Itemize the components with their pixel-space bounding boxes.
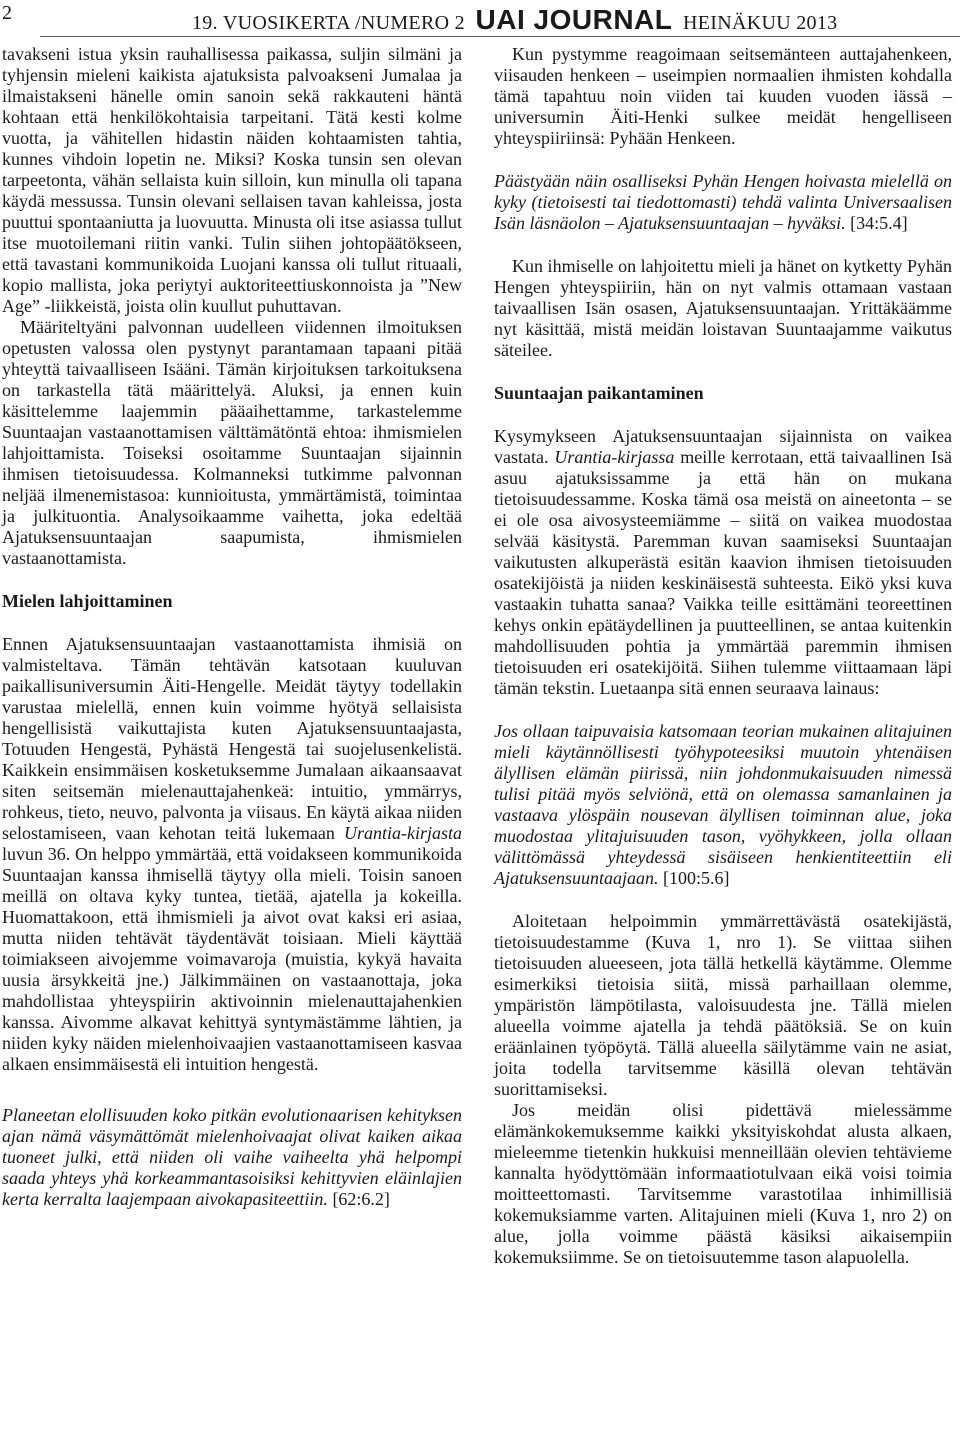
- book-title: Urantia-kirjassa: [554, 447, 675, 467]
- paragraph: [2, 634, 462, 1075]
- paragraph-text: Ennen Ajatuksensuuntaajan vastaanottamista ihmisiä on valmisteltava. Tämän tehtävän katsotaan kuuluvan paikallisuniversumin Äiti-Hengelle. Meidät täytyy todellakin varustaa mielellä, ennen kuin voimme hyötyä sellaisista hengellisistä vaikuttajista kuten Ajatuksensuuntaajasta, Totuuden Hengestä, Pyhästä Hengestä tai suojelusenkelistä. Kaikkein ensimmäisen kosketuksemme Jumalaan aikaansaavat siten seitsemän mielenauttajahenkeä: intuitio, ymmärrys, rohkeus, tieto, neuvo, palvonta ja viisaus. En käytä aikaa niiden selostamiseen, vaan kehotan teitä lukemaan: [2, 634, 462, 843]
- journal-title: UAI JOURNAL: [475, 4, 673, 35]
- paragraph: Määriteltyäni palvonnan uudelleen viidennen ilmoituksen opetusten valossa olen pystynyt parantamaan tapaani pitää yhteyttä taivaalliseen Isääni. Tämän kirjoituksen tarkoituksena on tarkastella tätä määrittelyä. Aluksi, ja ennen kuin käsittelemme laajemmin pääaihettamme, tarkastelemme Suuntaajan vastaanottamisen välttämätöntä ehtoa: ihmismielen lahjoittamista. Toiseksi osoitamme Suuntaajan sijainnin ihmisen tietoisuudessa. Kolmanneksi tutkimme palvonnan neljää ilmenemistasoa: kunnioitusta, ymmärtämistä, toimintaa ja julkituontia. Analysoikaamme vaihetta, joka edeltää Ajatuksensuuntaajan saapumista, ihmismielen vastaanottamista.: [2, 317, 462, 568]
- issue-volume: 19. VUOSIKERTA /NUMERO 2: [192, 12, 465, 34]
- quote-reference: [100:5.6]: [658, 868, 730, 888]
- paragraph-text: meille kerrotaan, että taivaallinen Isä asuu ajatuksissamme ja että hän on mukana tietoisuudessamme. Koska tämä osa meistä on aineetonta – se ei ole osa aivosysteemiämme – siitä on vaikea muodostaa selvää käsitystä. Paremman kuvan saamiseksi Suuntaajan vaikutusten alkuperästä esitän kaavion ihmisen tietoisuuden osatekijöistä ja niiden keskinäisestä suhteesta. Eikö yksi kuva vastaakin tuhatta sanaa? Vaikka teille esittämäni teoreettinen kehys onkin epätäydellinen ja puutteellinen, se antaa kuitenkin mahdollisuuden pohtia ja ymmärtää paremmin ihmisen tietoisuuden eri osatekijöitä. Siihen tulemme viittaamaan läpi tämän tekstin. Luetaanpa sitä ennen seuraava lainaus:: [494, 447, 953, 698]
- block-quote: [2, 1105, 462, 1210]
- section-heading: Mielen lahjoittaminen: [2, 591, 173, 611]
- issue-line: [192, 4, 837, 36]
- book-title: Urantia-kirjasta: [343, 823, 462, 843]
- paragraph: tavakseni istua yksin rauhallisessa paikassa, suljin silmäni ja tyhjensin mieleni kaikista ajatuksista palvoakseni Jumalaa ja ilmaistakseni hänelle omin sanoin sekä rakkauteni häntä kohtaan että henkilökohtaisia tarpeitani. Tätä kesti kolme vuotta, ja vähitellen hidastin näiden kohtaamisten tahtia, kunnes vihdoin lopetin ne. Miksi? Koska tunsin sen olevan tarpeetonta, vähän sellaista kuin silloin, kun minulla oli tapana käydä messussa. Tunsin olevani sellaisen tavan kahleissa, josta puuttui spontaaniutta ja luovuutta. Minusta oli itse asiassa tullut itse muotoilemani riitin vanki. Tulin siihen johtopäätökseen, että tavastani kommunikoida Luojani kanssa oli tullut rituaali, kopio mallista, joka periytyi auktoriteettiuskonnoista ja ”New Age” -liikkeistä, joista olin kuullut puhuttavan.: [2, 44, 462, 316]
- page-header: [0, 0, 960, 36]
- right-column: [494, 44, 952, 1268]
- section-heading: Suuntaajan paikantaminen: [494, 383, 704, 403]
- paragraph-text: Kysymykseen Ajatuksensuuntaajan sijainnista on vaikea vastata.: [494, 426, 952, 467]
- quote-reference: [62:6.2]: [327, 1189, 390, 1209]
- page-number: 2: [2, 2, 12, 24]
- paragraph: Jos meidän olisi pidettävä mielessämme elämänkokemuksemme kaikki yksityiskohdat alusta alkaen, mieleemme tietenkin hukkuisi menneillään olevien tehtävieme kannalta hyödyttömään informaatiotulvaan eikä voisi toimia moitteettomasti. Tarvitsemme varastotilaa inhimillisiä kokemuksiamme varten. Alitajuinen mieli (Kuva 1, nro 2) on alue, jolla voimme päästä käsiksi aikaisempiin kokemuksiimme. Se on tietoisuutemme tason alapuolella.: [494, 1100, 952, 1267]
- block-quote: [494, 171, 952, 234]
- issue-date: HEINÄKUU 2013: [683, 12, 838, 34]
- quote-text: Päästyään näin osalliseksi Pyhän Hengen hoivasta mielellä on kyky (tietoisesti tai tiedottomasti) tehdä valinta Universaalisen Isän läsnäolon – Ajatuksensuuntaajan – hyväksi.: [494, 171, 952, 233]
- paragraph: [494, 426, 952, 699]
- left-column: [2, 44, 462, 1210]
- paragraph: Kun pystymme reagoimaan seitsemänteen auttajahenkeen, viisauden henkeen – useimpien normaalien ihmisten kohdalla tämä tapahtuu noin viiden tai kuuden vuoden iässä – universumin Äiti-Henki sulkee meidät hengelliseen yhteyspiiriinsä: Pyhään Henkeen.: [494, 44, 952, 148]
- paragraph: Kun ihmiselle on lahjoitettu mieli ja hänet on kytketty Pyhän Hengen yhteyspiiriin, hän on nyt valmis ottamaan vastaan taivaallisen Isän osasen, Ajatuksensuuntaajan. Yrittäkäämme nyt käsittää, mistä meidän loistavan Suuntaajamme vaikutus säteilee.: [494, 256, 952, 360]
- paragraph: Aloitetaan helpoimmin ymmärrettävästä osatekijästä, tietoisuudestamme (Kuva 1, nro 1). Se viittaa siihen tietoisuuden alueeseen, jota tällä hetkellä käytämme. Olemme esimerkiksi tietoisia siitä, missä parhaillaan olemme, ympäristön lämpötilasta, valoisuudesta jne. Tällä mielen alueella voimme ajatella ja tehdä päätöksiä. Se on kuin eräänlainen työpöytä. Tällä alueella säilytämme vain ne asiat, joita todella tarvitsemme käsillä olevan tehtävän suorittamiseksi.: [494, 911, 952, 1099]
- paragraph-text: luvun 36. On helppo ymmärtää, että voidakseen kommunikoida Suuntaajan kanssa ihmisellä täytyy olla mieli. Toisin sanoen meillä on oltava kyky tuntea, tietää, ajatella ja kokeilla. Huomattakoon, että ihmismieli ja aivot ovat kaksi eri asiaa, mutta niiden tehtävät täydentävät toisiaan. Mieli käyttää toimiakseen aivojemme voimavaroja (muistia, kykyä havaita uusia ärsykkeitä jne.) Jälkimmäinen on vastaanottaja, joka mahdollistaa yhteyspiirin aktivoinnin mielenauttajahenkien kanssa. Aivomme alkavat kehittyä syntymästämme lähtien, ja niiden kyky näiden mielenhoivaajien vastaanottamiseen kasvaa alkaen ensimmäisestä eli intuition hengestä.: [2, 844, 462, 1074]
- quote-text: Planeetan elollisuuden koko pitkän evolutionaarisen kehityksen ajan nämä väsymättömät mielenhoivaajat olivat kaiken aikaa tuoneet julki, että niiden oli vaihe vaiheelta yhä helpompi saada yhteys yhä korkeammantasoisiksi kehittyvien eläinlajien kerta kerralta laajempaan aivokapasiteettiin.: [2, 1105, 462, 1209]
- block-quote: [494, 721, 952, 889]
- quote-text: Jos ollaan taipuvaisia katsomaan teorian mukainen alitajuinen mieli käytännöllisesti työhypoteesiksi muutoin yhtenäisen älyllisen elämän piirissä, niin johdonmukaisuuden nimessä tulisi pitää myös selviönä, että on olemassa samanlainen ja vastaava ylöspäin nousevan älyllisen toiminnan alue, joka muodostaa ylitajuisuuden tason, vyöhykkeen, jolla ollaan välittömässä yhteydessä sisäiseen henkientiteettiin eli Ajatuksensuuntaajaan.: [494, 721, 952, 888]
- quote-reference: [34:5.4]: [845, 213, 908, 233]
